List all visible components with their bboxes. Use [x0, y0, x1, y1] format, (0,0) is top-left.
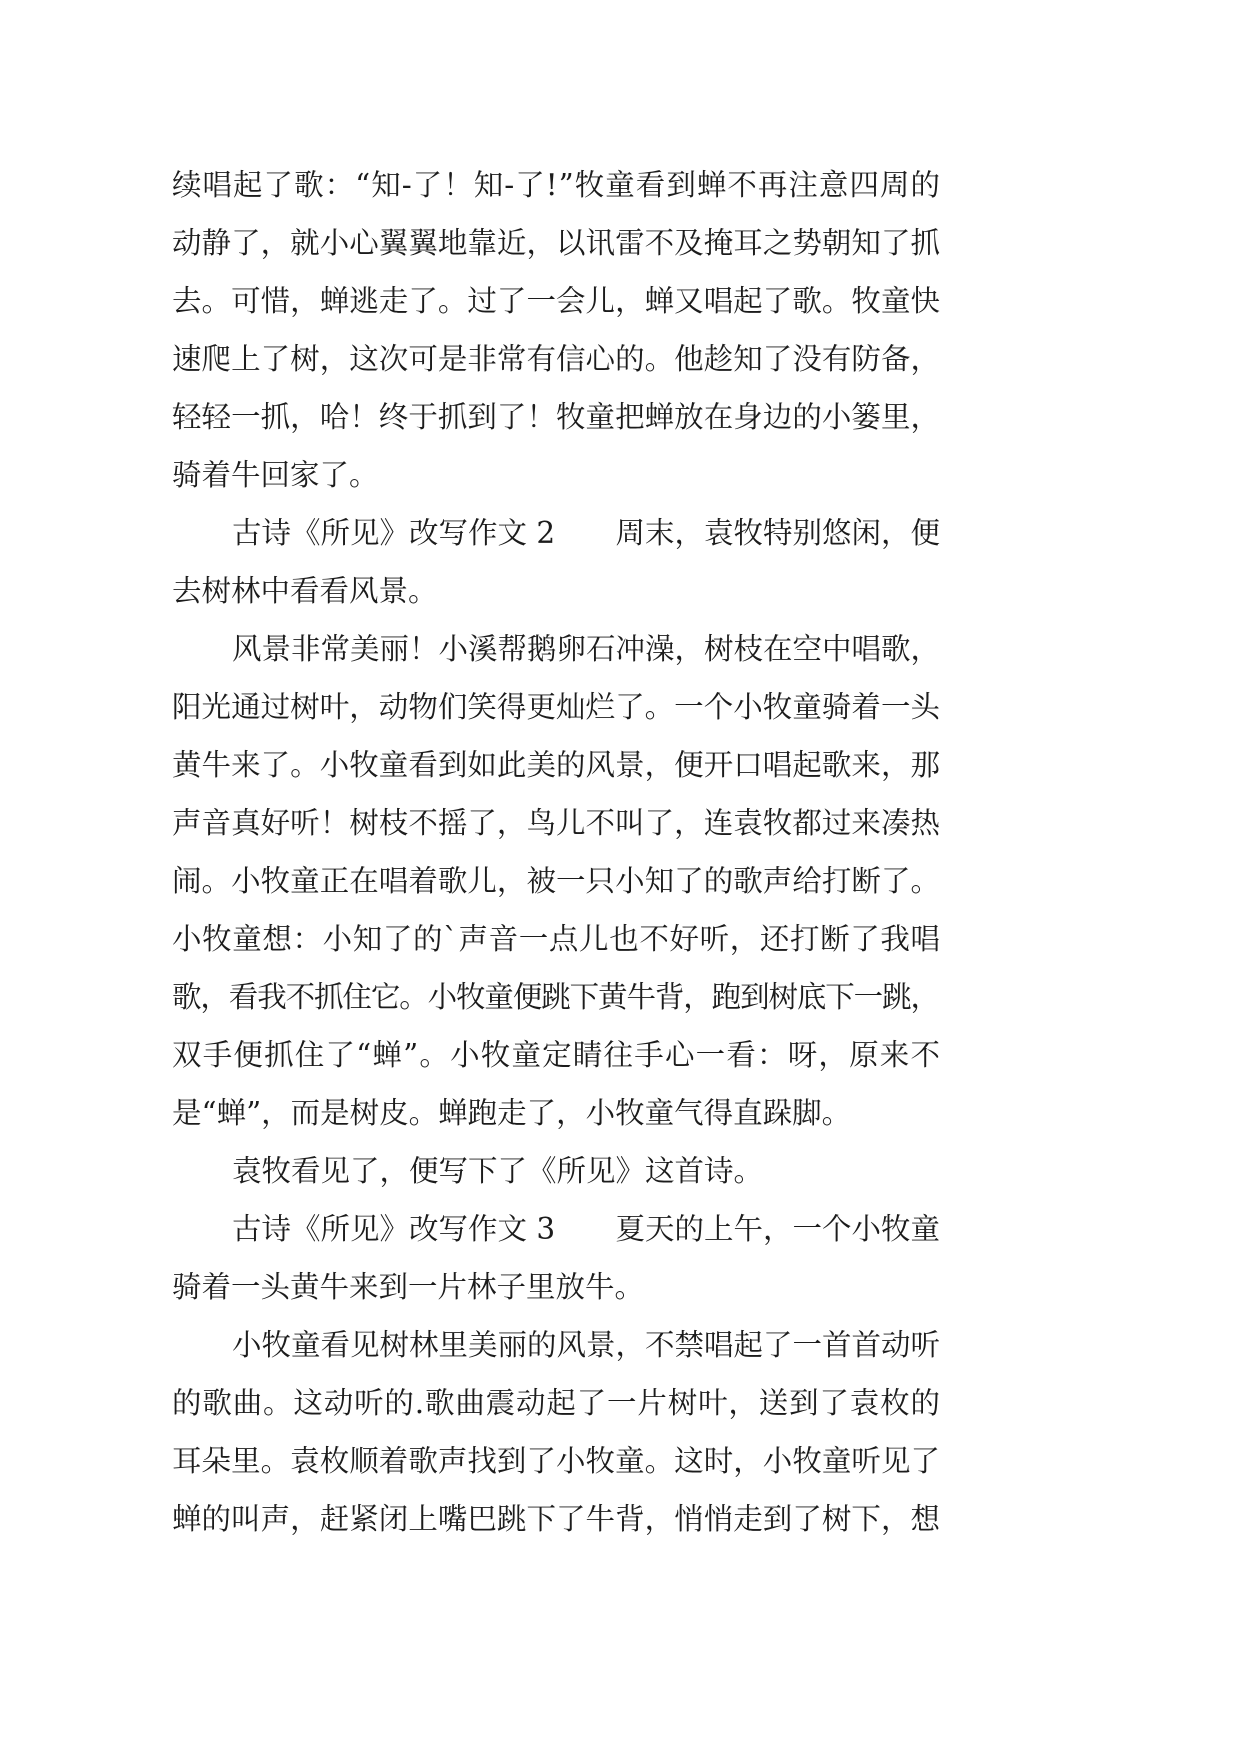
line-text: 阳光通过树叶，动物们笑得更灿烂了。一个小牧童骑着一头 — [172, 690, 941, 724]
text-line — [172, 1142, 940, 1200]
paragraph — [172, 504, 940, 620]
line-text: 歌，看我不抓住它。小牧童便跳下黄牛背，跑到树底下一跳， — [172, 980, 939, 1014]
line-text: 风景非常美丽！小溪帮鹅卵石冲澡，树枝在空中唱歌， — [232, 632, 940, 666]
text-line — [172, 1316, 940, 1374]
text-line — [172, 214, 940, 272]
text-line — [172, 1258, 940, 1316]
line-text: 去树林中看看风景。 — [172, 574, 438, 608]
line-text: 骑着一头黄牛来到一片林子里放牛。 — [172, 1270, 645, 1304]
line-text: 蝉的叫声，赶紧闭上嘴巴跳下了牛背，悄悄走到了树下，想 — [172, 1502, 941, 1536]
line-text: 双手便抓住了“蝉”。小牧童定睛往手心一看：呀，原来不 — [172, 1038, 942, 1072]
text-line — [172, 910, 940, 968]
text-line — [172, 330, 940, 388]
text-line — [172, 968, 940, 1026]
paragraph — [172, 156, 940, 504]
paragraph — [172, 1200, 940, 1316]
text-line — [172, 562, 940, 620]
text-line — [172, 156, 940, 214]
text-line — [172, 1084, 940, 1142]
text-line — [172, 736, 940, 794]
line-text: 动静了，就小心翼翼地靠近，以讯雷不及掩耳之势朝知了抓 — [172, 226, 941, 260]
line-text: 续唱起了歌：“知-了！知-了!”牧童看到蝉不再注意四周的 — [172, 168, 942, 202]
body-text — [172, 156, 940, 1548]
line-text: 声音真好听！树枝不摇了，鸟儿不叫了，连袁牧都过来凑热 — [172, 806, 941, 840]
text-line — [172, 388, 940, 446]
paragraph — [172, 620, 940, 1142]
line-text: 骑着牛回家了。 — [172, 458, 379, 492]
text-line — [172, 678, 940, 736]
line-text: 闹。小牧童正在唱着歌儿，被一只小知了的歌声给打断了。 — [172, 864, 941, 898]
text-line — [172, 1432, 940, 1490]
text-line — [172, 446, 940, 504]
line-text: 是“蝉”，而是树皮。蝉跑走了，小牧童气得直跺脚。 — [172, 1096, 852, 1130]
line-text: 去。可惜，蝉逃走了。过了一会儿，蝉又唱起了歌。牧童快 — [172, 284, 941, 318]
line-text: 轻轻一抓，哈！终于抓到了！牧童把蝉放在身边的小篓里， — [172, 400, 941, 434]
text-line — [172, 620, 940, 678]
line-text: 小牧童想：小知了的`声音一点儿也不好听，还打断了我唱 — [172, 922, 941, 956]
line-text: 的歌曲。这动听的.歌曲震动起了一片树叶，送到了袁枚的 — [172, 1386, 941, 1420]
line-text: 小牧童看见树林里美丽的风景，不禁唱起了一首首动听 — [232, 1328, 940, 1362]
text-line — [172, 794, 940, 852]
essay-heading: 古诗《所见》改写作文 2 — [232, 516, 556, 550]
paragraph — [172, 1142, 940, 1200]
text-line — [172, 852, 940, 910]
text-line — [172, 1200, 940, 1258]
essay-heading: 古诗《所见》改写作文 3 — [232, 1212, 556, 1246]
text-line — [172, 1026, 940, 1084]
line-text: 周末，袁牧特别悠闲，便 — [615, 516, 940, 550]
text-line — [172, 1374, 940, 1432]
paragraph — [172, 1316, 940, 1548]
line-text: 速爬上了树，这次可是非常有信心的。他趁知了没有防备， — [172, 342, 941, 376]
line-text: 夏天的上午，一个小牧童 — [615, 1212, 940, 1246]
text-line — [172, 504, 940, 562]
line-text: 黄牛来了。小牧童看到如此美的风景，便开口唱起歌来，那 — [172, 748, 941, 782]
text-line — [172, 272, 940, 330]
line-text: 袁牧看见了，便写下了《所见》这首诗。 — [232, 1154, 764, 1188]
line-text: 耳朵里。袁枚顺着歌声找到了小牧童。这时，小牧童听见了 — [172, 1444, 941, 1478]
text-line — [172, 1490, 940, 1548]
